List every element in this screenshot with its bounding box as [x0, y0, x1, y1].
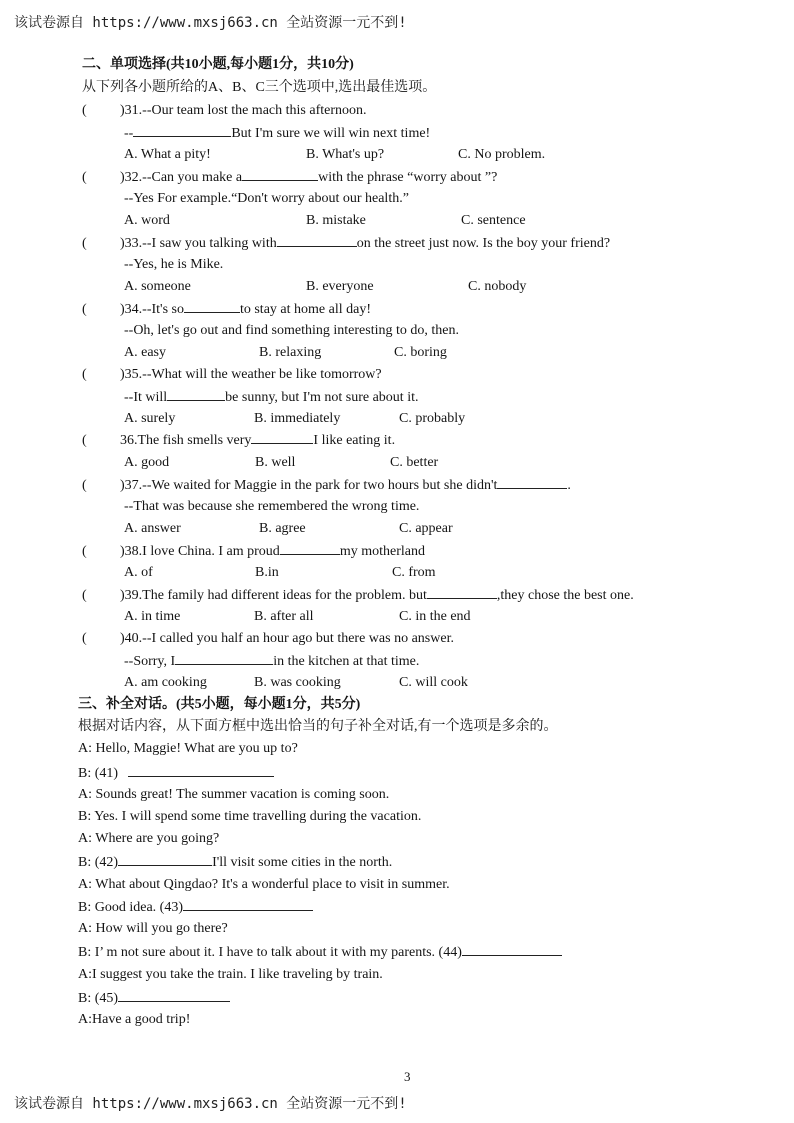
dialogue-line: A:Have a good trip! — [78, 1012, 191, 1027]
answer-blank[interactable] — [175, 650, 273, 665]
section2-title: 二、单项选择(共10小题,每小题1分，共10分) — [82, 57, 354, 72]
answer-blank[interactable] — [280, 540, 340, 555]
q39-option-b[interactable]: B. after all — [254, 609, 314, 624]
q34-line2: --Oh, let's go out and find something interesting to do, then. — [124, 323, 459, 338]
dialogue-line-45: B: (45) — [78, 987, 230, 1010]
q37-option-a[interactable]: A. answer — [124, 521, 181, 536]
page-number: 3 — [404, 1069, 411, 1084]
q32-line1: ( )32.--Can you make a with the phrase “worry about ”? — [82, 166, 497, 189]
q32-option-a[interactable]: A. word — [124, 213, 170, 228]
q32-option-c[interactable]: C. sentence — [461, 213, 526, 228]
answer-blank[interactable] — [242, 166, 318, 181]
q37-line2: --That was because she remembered the wrong time. — [124, 499, 420, 514]
dialogue-line-44: B: I’ m not sure about it. I have to talk about it with my parents. (44) — [78, 941, 562, 964]
bottom-banner: 该试卷源自 https://www.mxsj663.cn 全站资源一元不到! — [14, 1096, 407, 1112]
top-banner: 该试卷源自 https://www.mxsj663.cn 全站资源一元不到! — [14, 15, 407, 31]
q37-option-c[interactable]: C. appear — [399, 521, 453, 536]
q40-line2: --Sorry, I in the kitchen at that time. — [124, 650, 419, 673]
answer-blank[interactable] — [118, 851, 212, 866]
q33-option-b[interactable]: B. everyone — [306, 279, 374, 294]
q40-option-c[interactable]: C. will cook — [399, 675, 468, 690]
dialogue-line-43: B: Good idea. (43) — [78, 896, 313, 919]
q36-option-a[interactable]: A. good — [124, 455, 170, 470]
answer-blank[interactable] — [427, 584, 497, 599]
q36-option-c[interactable]: C. better — [390, 455, 439, 470]
dialogue-line: A: Where are you going? — [78, 831, 220, 846]
q38-option-a[interactable]: A. of — [124, 565, 153, 580]
q35-option-b[interactable]: B. immediately — [254, 411, 341, 426]
q31-option-c[interactable]: C. No problem. — [458, 147, 546, 162]
dialogue-line: A: Sounds great! The summer vacation is coming soon. — [78, 787, 390, 802]
answer-blank[interactable] — [183, 896, 313, 911]
answer-blank[interactable] — [167, 386, 225, 401]
q32-option-b[interactable]: B. mistake — [306, 213, 366, 228]
answer-blank[interactable] — [133, 122, 231, 137]
answer-blank[interactable] — [184, 298, 240, 313]
q40-line1: ( )40.--I called you half an hour ago but there was no answer. — [82, 631, 454, 646]
q31-line1: ( )31.--Our team lost the mach this afternoon. — [82, 103, 367, 118]
section3-title: 三、补全对话。(共5小题，每小题1分，共5分) — [78, 697, 361, 712]
q33-option-c[interactable]: C. nobody — [468, 279, 527, 294]
q34-option-b[interactable]: B. relaxing — [259, 345, 322, 360]
answer-blank[interactable] — [251, 429, 313, 444]
q31-option-a[interactable]: A. What a pity! — [124, 147, 211, 162]
q32-line2: --Yes For example.“Don't worry about our health.” — [124, 191, 409, 206]
q39-option-a[interactable]: A. in time — [124, 609, 181, 624]
q35-line1: ( )35.--What will the weather be like tomorrow? — [82, 367, 382, 382]
q37-line1: ( )37.--We waited for Maggie in the park for two hours but she didn't . — [82, 474, 571, 497]
q35-option-c[interactable]: C. probably — [399, 411, 466, 426]
dialogue-line: B: Yes. I will spend some time travelling during the vacation. — [78, 809, 422, 824]
dialogue-line: A:I suggest you take the train. I like traveling by train. — [78, 967, 383, 982]
answer-blank[interactable] — [277, 232, 357, 247]
q40-option-b[interactable]: B. was cooking — [254, 675, 341, 690]
dialogue-line: A: Hello, Maggie! What are you up to? — [78, 741, 298, 756]
q36-line1: ( 36.The fish smells very I like eating it. — [82, 429, 395, 452]
q40-option-a[interactable]: A. am cooking — [124, 675, 207, 690]
q31-option-b[interactable]: B. What's up? — [306, 147, 385, 162]
q35-line2: --It will be sunny, but I'm not sure about it. — [124, 386, 418, 409]
q39-option-c[interactable]: C. in the end — [399, 609, 471, 624]
answer-blank[interactable] — [118, 987, 230, 1002]
q36-option-b[interactable]: B. well — [255, 455, 296, 470]
section2-instruction: 从下列各小题所给的A、B、C三个选项中,选出最佳选项。 — [82, 80, 437, 95]
answer-blank[interactable] — [497, 474, 567, 489]
q38-option-b[interactable]: B.in — [255, 565, 279, 580]
answer-blank[interactable] — [462, 941, 562, 956]
q33-line1: ( )33.--I saw you talking with on the street just now. Is the boy your friend? — [82, 232, 610, 255]
q33-line2: --Yes, he is Mike. — [124, 257, 224, 272]
q31-line2: -- But I'm sure we will win next time! — [124, 122, 430, 145]
q37-option-b[interactable]: B. agree — [259, 521, 306, 536]
q39-line1: ( )39.The family had different ideas for the problem. but ,they chose the best one. — [82, 584, 634, 607]
section3-instruction: 根据对话内容，从下面方框中选出恰当的句子补全对话,有一个选项是多余的。 — [78, 719, 558, 734]
answer-blank[interactable] — [128, 762, 274, 777]
dialogue-line: A: How will you go there? — [78, 921, 228, 936]
q38-line1: ( )38.I love China. I am proud my motherland — [82, 540, 425, 563]
q34-option-c[interactable]: C. boring — [394, 345, 447, 360]
dialogue-line: A: What about Qingdao? It's a wonderful place to visit in summer. — [78, 877, 450, 892]
q34-option-a[interactable]: A. easy — [124, 345, 166, 360]
q33-option-a[interactable]: A. someone — [124, 279, 191, 294]
q38-option-c[interactable]: C. from — [392, 565, 436, 580]
dialogue-line-42: B: (42) I'll visit some cities in the north. — [78, 851, 392, 874]
q34-line1: ( )34.--It's so to stay at home all day! — [82, 298, 371, 321]
q35-option-a[interactable]: A. surely — [124, 411, 176, 426]
dialogue-line-41: B: (41) — [78, 762, 274, 785]
